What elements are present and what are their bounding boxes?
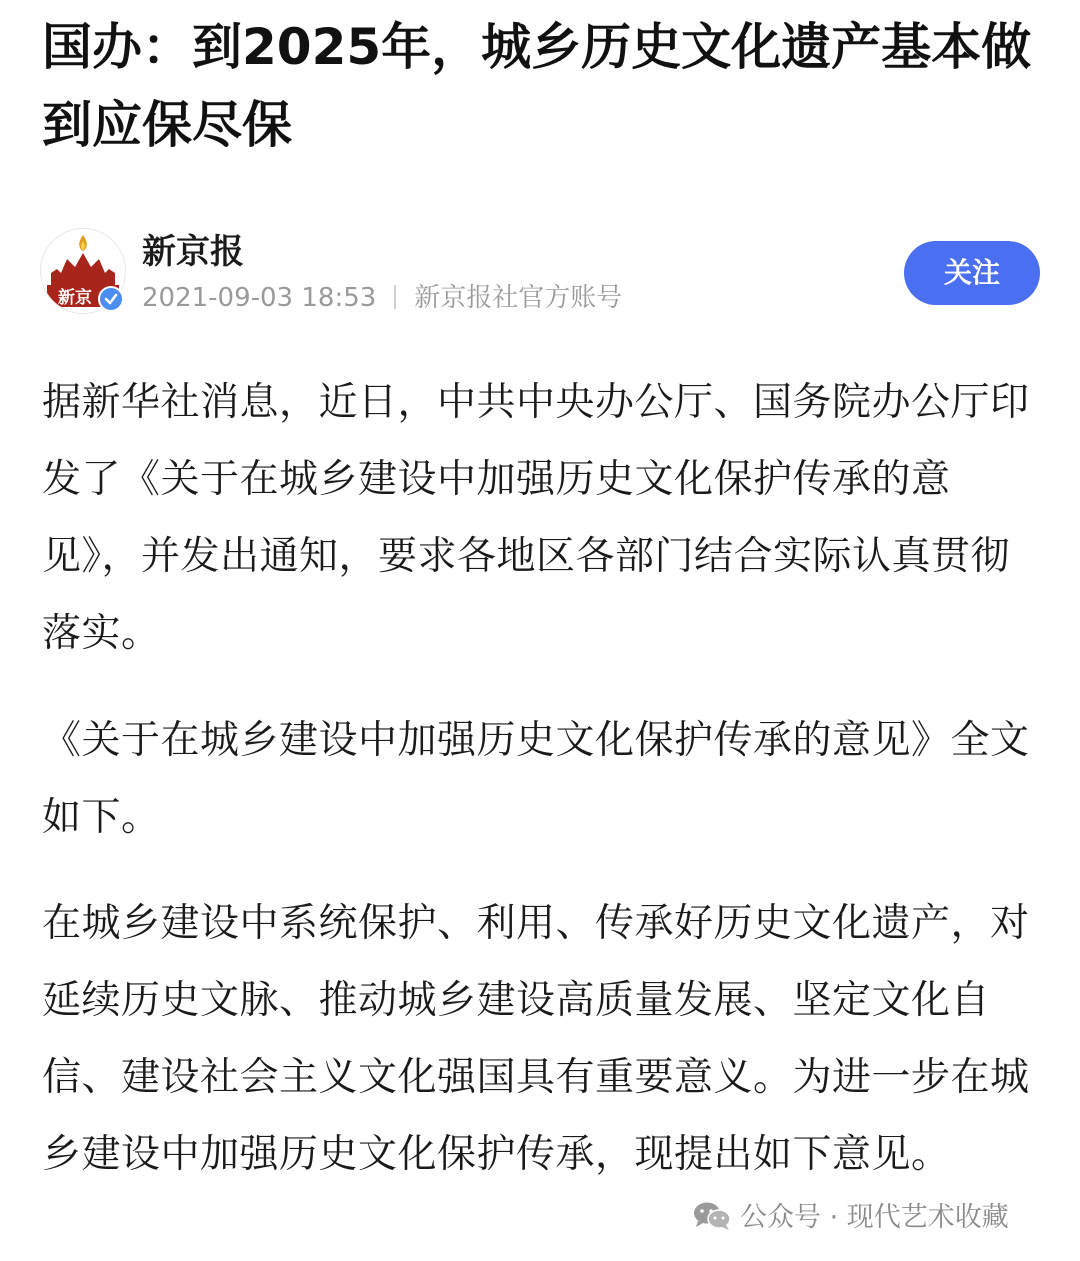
avatar-text: 新京 — [58, 288, 92, 308]
meta-divider — [394, 285, 396, 309]
body-paragraph: 据新华社消息，近日，中共中央办公厅、国务院办公厅印发了《关于在城乡建设中加强历史文化保护传承的意见》，并发出通知，要求各地区各部门结合实际认真贯彻落实。 — [42, 380, 1030, 656]
follow-button[interactable]: 关注 — [904, 241, 1040, 305]
author-description: 新京报社官方账号 — [414, 283, 623, 313]
article-title: 国办：到2025年，城乡历史文化遗产基本做到应保尽保 — [42, 18, 1032, 154]
publish-datetime: 2021-09-03 18:53 — [142, 283, 377, 313]
wechat-icon — [692, 1200, 732, 1232]
watermark-text: 公众号 · 现代艺术收藏 — [740, 1202, 1009, 1233]
author-row — [40, 228, 1040, 318]
author-meta — [142, 280, 622, 316]
body-paragraph: 《关于在城乡建设中加强历史文化保护传承的意见》全文如下。 — [42, 718, 1030, 840]
author-name[interactable]: 新京报 — [142, 232, 244, 272]
body-paragraph: 在城乡建设中系统保护、利用、传承好历史文化遗产，对延续历史文脉、推动城乡建设高质量发展、坚定文化自信、建设社会主义文化强国具有重要意义。为进一步在城乡建设中加强历史文化保护传承，现提出如下意见。 — [42, 901, 1030, 1177]
verified-check-icon — [98, 286, 124, 312]
watermark — [692, 1196, 1009, 1240]
